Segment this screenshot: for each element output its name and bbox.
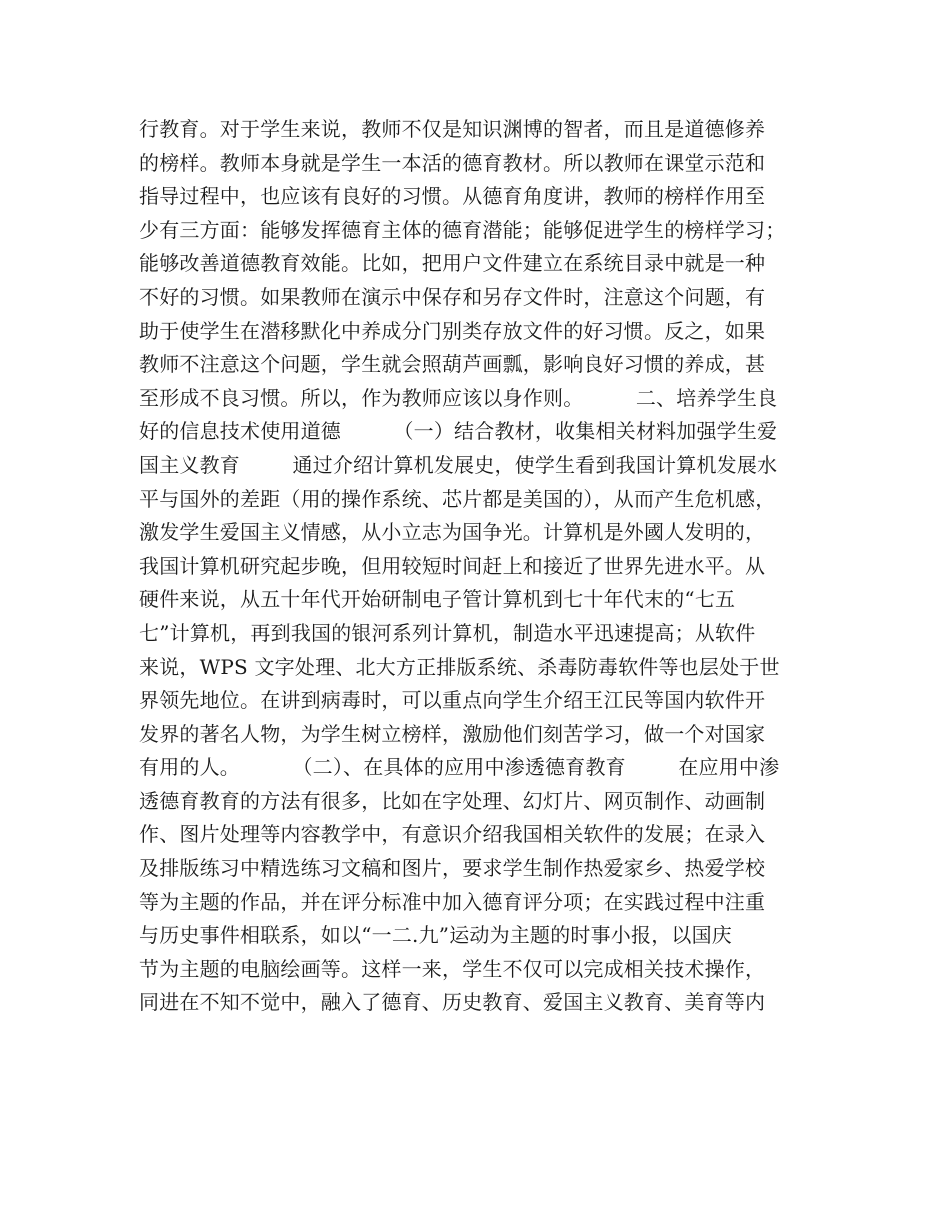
text-line: 指导过程中，也应该有良好的习惯。从德育角度讲，教师的榜样作用至	[139, 184, 766, 209]
text-line: 来说，WPS 文字处理、北大方正排版系统、杀毒防毒软件等也层处于世	[139, 654, 780, 679]
text-line: 至形成不良习惯。所以，作为教师应该以身作则。 二、培养学生良	[139, 385, 778, 410]
text-line: 同进在不知不觉中，融入了德育、历史教育、爱国主义教育、美育等内	[139, 990, 766, 1015]
text-line: 少有三方面：能够发挥德育主体的德育潜能；能够促进学生的榜样学习；	[139, 217, 786, 242]
text-line: 有用的人。 （二）、在具体的应用中渗透德育教育 在应用中渗	[139, 755, 780, 780]
text-line: 界领先地位。在讲到病毒时，可以重点向学生介绍王江民等国内软件开	[139, 688, 766, 713]
text-line: 节为主题的电脑绘画等。这样一来，学生不仅可以完成相关技术操作，	[139, 956, 766, 981]
text-line: 的榜样。教师本身就是学生一本活的德育教材。所以教师在课堂示范和	[139, 150, 766, 175]
body-text	[139, 113, 819, 1020]
text-line: 激发学生爱国主义情感，从小立志为国争光。计算机是外國人发明的，	[139, 520, 766, 545]
text-line: 国主义教育 通过介绍计算机发展史，使学生看到我国计算机发展水	[139, 452, 778, 477]
text-line: 透德育教育的方法有很多，比如在字处理、幻灯片、网页制作、动画制	[139, 788, 766, 813]
text-line: 教师不注意这个问题，学生就会照葫芦画瓢，影响良好习惯的养成，甚	[139, 352, 766, 377]
text-line: 作、图片处理等内容教学中，有意识介绍我国相关软件的发展；在录入	[139, 822, 766, 847]
text-line: 好的信息技术使用道德 （一）结合教材，收集相关材料加强学生爱	[139, 419, 778, 444]
text-line: 及排版练习中精选练习文稿和图片，要求学生制作热爱家乡、热爱学校	[139, 856, 766, 881]
text-line: 平与国外的差距（用的操作系统、芯片都是美国的），从而产生危机感，	[139, 486, 776, 511]
text-line: 能够改善道德教育效能。比如，把用户文件建立在系统目录中就是一种	[139, 251, 766, 276]
text-line: 助于使学生在潜移默化中养成分门别类存放文件的好习惯。反之，如果	[139, 318, 766, 343]
text-line: 七”计算机，再到我国的银河系列计算机，制造水平迅速提高；从软件	[139, 620, 756, 645]
text-line: 等为主题的作品，并在评分标准中加入德育评分项；在实践过程中注重	[139, 889, 766, 914]
text-line: 硬件来说，从五十年代开始研制电子管计算机到七十年代末的“七五	[139, 587, 736, 612]
text-line: 行教育。对于学生来说，教师不仅是知识渊博的智者，而且是道德修养	[139, 117, 766, 141]
text-line: 发界的著名人物，为学生树立榜样，激励他们刻苦学习，做一个对国家	[139, 721, 766, 746]
text-line: 我国计算机研究起步晚，但用较短时间赶上和接近了世界先进水平。从	[139, 553, 766, 578]
text-line: 与历史事件相联系，如以“一二.九”运动为主题的时事小报，以国庆	[139, 923, 733, 948]
text-line: 不好的习惯。如果教师在演示中保存和另存文件时，注意这个问题，有	[139, 284, 766, 309]
